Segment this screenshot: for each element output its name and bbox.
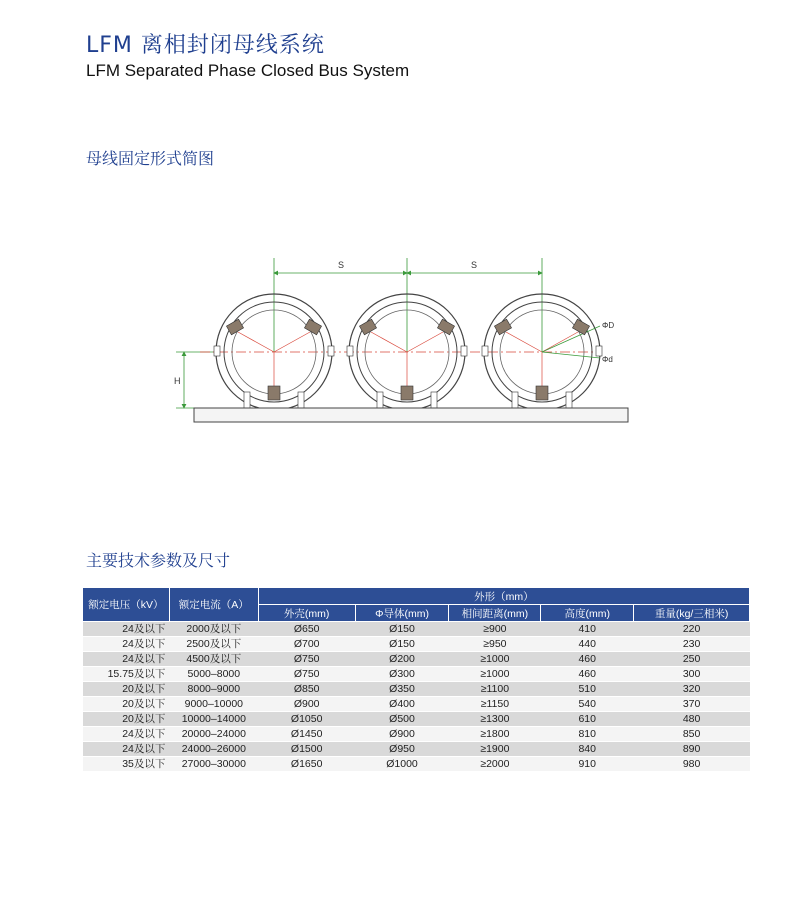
table-cell: ≥1100 bbox=[449, 682, 541, 697]
table-row bbox=[83, 652, 750, 667]
table-cell: Ø650 bbox=[258, 622, 355, 637]
header-conductor: Φ导体(mm) bbox=[355, 605, 449, 622]
table-cell: Ø400 bbox=[355, 697, 449, 712]
table-row bbox=[83, 712, 750, 727]
table-cell: 24及以下 bbox=[83, 727, 170, 742]
page-title-cn: LFM 离相封闭母线系统 bbox=[86, 33, 325, 58]
table-cell: ≥1000 bbox=[449, 652, 541, 667]
spacing-label-1: S bbox=[338, 260, 345, 270]
spec-table bbox=[82, 587, 750, 772]
table-cell: ≥900 bbox=[449, 622, 541, 637]
table-row bbox=[83, 682, 750, 697]
table-cell: 300 bbox=[634, 667, 750, 682]
table-cell: 890 bbox=[634, 742, 750, 757]
header-height: 高度(mm) bbox=[541, 605, 634, 622]
table-cell: 20及以下 bbox=[83, 682, 170, 697]
table-row bbox=[83, 757, 750, 772]
table-cell: Ø950 bbox=[355, 742, 449, 757]
table-cell: 810 bbox=[541, 727, 634, 742]
table-cell: 230 bbox=[634, 637, 750, 652]
table-cell: Ø300 bbox=[355, 667, 449, 682]
table-cell: 2500及以下 bbox=[169, 637, 258, 652]
table-cell: ≥2000 bbox=[449, 757, 541, 772]
table-cell: Ø700 bbox=[258, 637, 355, 652]
table-cell: ≥1150 bbox=[449, 697, 541, 712]
table-cell: Ø500 bbox=[355, 712, 449, 727]
table-cell: Ø750 bbox=[258, 667, 355, 682]
outer-diameter-label: ΦD bbox=[602, 321, 615, 330]
table-cell: 8000–9000 bbox=[169, 682, 258, 697]
table-cell: ≥1000 bbox=[449, 667, 541, 682]
table-cell: 5000–8000 bbox=[169, 667, 258, 682]
header-rated-voltage: 额定电压（kV） bbox=[83, 588, 170, 622]
table-cell: 15.75及以下 bbox=[83, 667, 170, 682]
table-cell: Ø1450 bbox=[258, 727, 355, 742]
table-cell: 2000及以下 bbox=[169, 622, 258, 637]
table-row bbox=[83, 697, 750, 712]
table-cell: 460 bbox=[541, 652, 634, 667]
page-title-en: LFM Separated Phase Closed Bus System bbox=[86, 61, 410, 80]
table-cell: 460 bbox=[541, 667, 634, 682]
table-cell: Ø900 bbox=[355, 727, 449, 742]
header-dimensions: 外形（mm） bbox=[258, 588, 749, 605]
table-cell: Ø200 bbox=[355, 652, 449, 667]
support-beam bbox=[194, 408, 628, 422]
spec-table-body bbox=[83, 622, 750, 772]
table-cell: 20及以下 bbox=[83, 697, 170, 712]
spacing-dimension bbox=[274, 258, 542, 352]
table-cell: 440 bbox=[541, 637, 634, 652]
table-cell: 510 bbox=[541, 682, 634, 697]
table-cell: 4500及以下 bbox=[169, 652, 258, 667]
table-cell: ≥1800 bbox=[449, 727, 541, 742]
inner-diameter-label: Φd bbox=[602, 355, 613, 364]
height-dimension bbox=[176, 352, 220, 408]
table-cell: 24000–26000 bbox=[169, 742, 258, 757]
table-cell: 850 bbox=[634, 727, 750, 742]
table-cell: 24及以下 bbox=[83, 742, 170, 757]
spacing-label-2: S bbox=[471, 260, 478, 270]
header-weight: 重量(kg/三相米) bbox=[634, 605, 750, 622]
table-cell: 24及以下 bbox=[83, 637, 170, 652]
table-cell: 220 bbox=[634, 622, 750, 637]
table-cell: 20000–24000 bbox=[169, 727, 258, 742]
table-cell: 20及以下 bbox=[83, 712, 170, 727]
table-cell: ≥950 bbox=[449, 637, 541, 652]
table-cell: 320 bbox=[634, 682, 750, 697]
table-cell: Ø1650 bbox=[258, 757, 355, 772]
table-row bbox=[83, 667, 750, 682]
table-cell: 10000–14000 bbox=[169, 712, 258, 727]
table-row bbox=[83, 622, 750, 637]
table-cell: 980 bbox=[634, 757, 750, 772]
table-cell: Ø150 bbox=[355, 637, 449, 652]
table-row bbox=[83, 742, 750, 757]
table-cell: 35及以下 bbox=[83, 757, 170, 772]
height-label: H bbox=[174, 376, 181, 386]
table-cell: Ø1500 bbox=[258, 742, 355, 757]
table-cell: ≥1900 bbox=[449, 742, 541, 757]
header-rated-current: 额定电流（A） bbox=[169, 588, 258, 622]
table-cell: Ø1050 bbox=[258, 712, 355, 727]
table-cell: Ø150 bbox=[355, 622, 449, 637]
table-cell: Ø750 bbox=[258, 652, 355, 667]
table-cell: 540 bbox=[541, 697, 634, 712]
table-row bbox=[83, 727, 750, 742]
header-enclosure: 外壳(mm) bbox=[258, 605, 355, 622]
table-cell: 410 bbox=[541, 622, 634, 637]
table-cell: Ø850 bbox=[258, 682, 355, 697]
header-phase-spacing: 相间距离(mm) bbox=[449, 605, 541, 622]
params-section-title: 主要技术参数及尺寸 bbox=[86, 551, 231, 570]
table-cell: 27000–30000 bbox=[169, 757, 258, 772]
diagram-section-title: 母线固定形式简图 bbox=[86, 149, 215, 168]
table-cell: Ø350 bbox=[355, 682, 449, 697]
table-cell: 370 bbox=[634, 697, 750, 712]
table-row bbox=[83, 637, 750, 652]
table-cell: 9000–10000 bbox=[169, 697, 258, 712]
table-cell: 24及以下 bbox=[83, 652, 170, 667]
table-cell: 840 bbox=[541, 742, 634, 757]
busbar-fixing-diagram bbox=[160, 240, 640, 430]
table-cell: ≥1300 bbox=[449, 712, 541, 727]
table-cell: 250 bbox=[634, 652, 750, 667]
table-cell: Ø1000 bbox=[355, 757, 449, 772]
table-cell: 610 bbox=[541, 712, 634, 727]
table-cell: Ø900 bbox=[258, 697, 355, 712]
table-cell: 910 bbox=[541, 757, 634, 772]
table-cell: 480 bbox=[634, 712, 750, 727]
table-cell: 24及以下 bbox=[83, 622, 170, 637]
